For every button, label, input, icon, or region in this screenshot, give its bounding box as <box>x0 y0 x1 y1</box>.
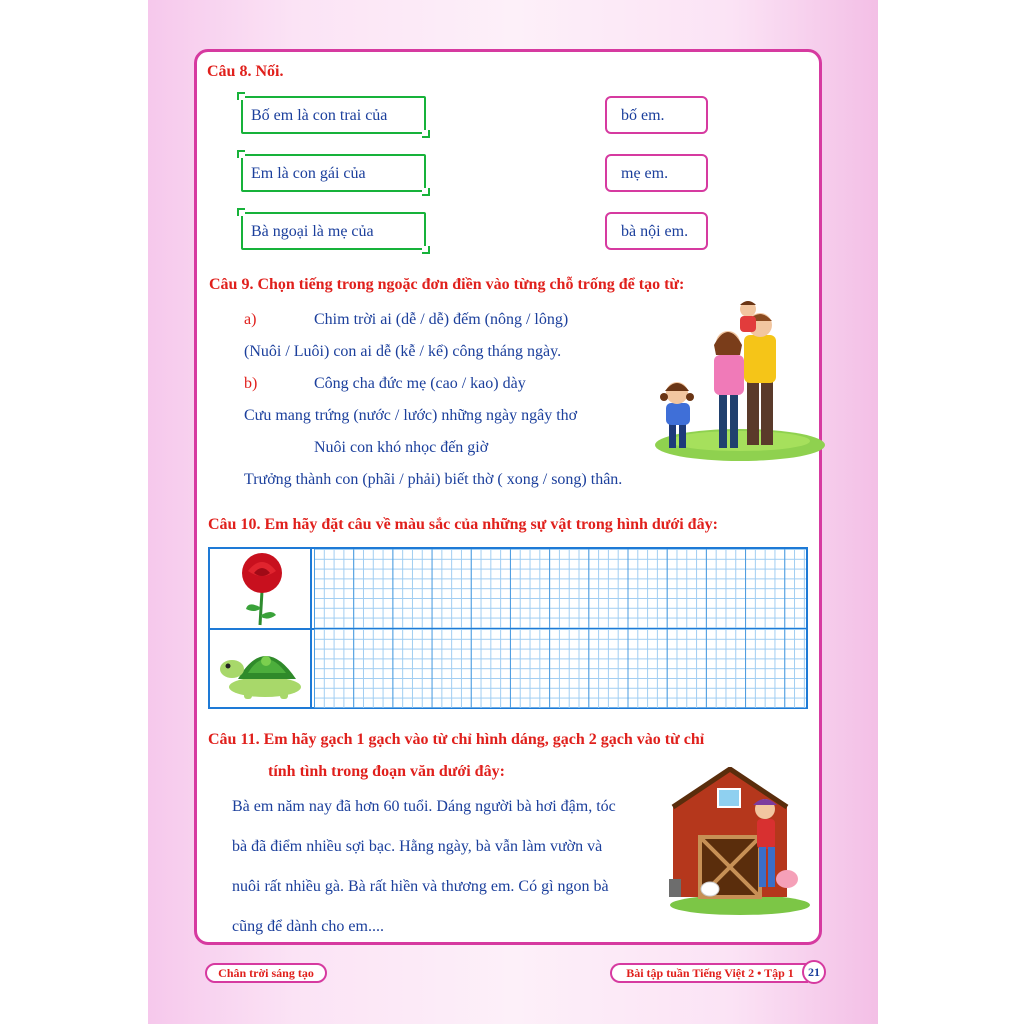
q9-b-line-3: Nuôi con khó nhọc đến giờ <box>314 439 489 456</box>
q9-b-line-2: Cưu mang trứng (nước / lước) những ngày ngây thơ <box>244 407 578 424</box>
q8-left-text-2: Em là con gái của <box>251 165 366 182</box>
rose-cell <box>210 549 312 628</box>
turtle-cell <box>210 629 312 708</box>
q9-title: Câu 9. Chọn tiếng trong ngoặc đơn điền vào từng chỗ trống để tạo từ: <box>209 276 685 293</box>
writing-lines-1[interactable] <box>314 549 806 628</box>
q11-title-line-1: Câu 11. Em hãy gạch 1 gạch vào từ chỉ hình dáng, gạch 2 gạch vào từ chỉ <box>208 731 705 748</box>
writing-grid <box>208 547 808 709</box>
family-illustration <box>640 295 825 465</box>
q8-right-text-1: bố em. <box>621 107 665 124</box>
turtle-icon <box>210 629 310 707</box>
q11-para-line-3: nuôi rất nhiều gà. Bà rất hiền và thương em. Có gì ngon bà <box>232 878 609 895</box>
q10-title: Câu 10. Em hãy đặt câu về màu sắc của những sự vật trong hình dưới đây: <box>208 516 718 533</box>
q11-para-line-1: Bà em năm nay đã hơn 60 tuổi. Dáng người bà hơi đậm, tóc <box>232 798 616 815</box>
q11-para-line-2: bà đã điểm nhiều sợi bạc. Hằng ngày, bà vẫn làm vườn và <box>232 838 603 855</box>
writing-lines-2[interactable] <box>314 629 806 708</box>
q8-left-box-3[interactable] <box>241 212 426 250</box>
footer-publisher: Chân trời sáng tạo <box>205 963 327 983</box>
q11-title-line-2: tính tình trong đoạn văn dưới đây: <box>268 763 505 780</box>
grid-row-turtle <box>210 629 806 708</box>
q8-left-text-3: Bà ngoại là mẹ của <box>251 223 374 240</box>
q8-title: Câu 8. Nối. <box>207 63 284 80</box>
q9-a-line-2: (Nuôi / Luôi) con ai dễ (kễ / kể) công tháng ngày. <box>244 343 562 360</box>
q8-left-box-1[interactable] <box>241 96 426 134</box>
q9-a-label: a) <box>244 311 257 328</box>
rose-icon <box>210 549 310 627</box>
barn-illustration <box>665 767 815 917</box>
q9-b-line-4: Trưởng thành con (phãi / phải) biết thờ ( xong / song) thân. <box>244 471 623 488</box>
q9-b-line-1: Công cha đức mẹ (cao / kao) dày <box>314 375 526 392</box>
footer-book-title: Bài tập tuần Tiếng Việt 2 • Tập 1 <box>610 963 808 983</box>
q11-para-line-4: cũng để dành cho em.... <box>232 918 384 935</box>
q8-left-box-2[interactable] <box>241 154 426 192</box>
q8-right-box-3[interactable] <box>605 212 708 250</box>
q8-right-text-3: bà nội em. <box>621 223 689 240</box>
q8-right-text-2: mẹ em. <box>621 165 669 182</box>
q9-a-line-1: Chim trời ai (dễ / dễ) đếm (nông / lông) <box>314 311 569 328</box>
grid-row-rose <box>210 549 806 630</box>
q8-left-text-1: Bố em là con trai của <box>251 107 388 124</box>
page-number: 21 <box>802 960 826 984</box>
q8-right-box-2[interactable] <box>605 154 708 192</box>
q8-right-box-1[interactable] <box>605 96 708 134</box>
q9-b-label: b) <box>244 375 258 392</box>
